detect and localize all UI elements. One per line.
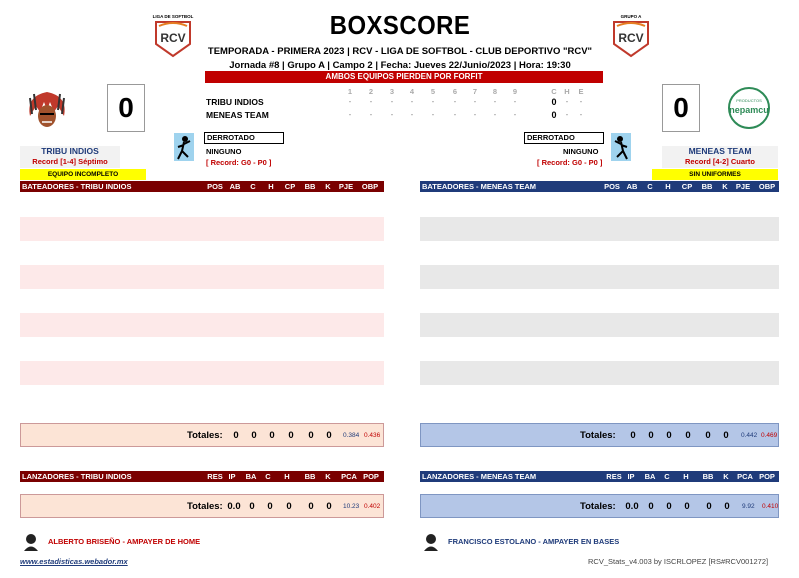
col-h: H: [268, 182, 274, 191]
inning-cell: -: [410, 97, 414, 106]
meneas-team-logo: [724, 86, 774, 130]
col-pop: POP: [759, 472, 775, 481]
inning-cell: -: [369, 97, 373, 106]
linescore-team-name: TRIBU INDIOS: [206, 97, 264, 107]
col-res: RES: [207, 472, 223, 481]
home-batting-row: [420, 361, 779, 385]
total-c: 0: [267, 501, 273, 512]
col-cp: CP: [681, 182, 693, 191]
total-ab: 0: [630, 430, 636, 441]
col-k: K: [325, 182, 331, 191]
tribu-indios-logo: [22, 86, 72, 130]
col-pca: PCA: [737, 472, 753, 481]
home-score: 0: [662, 84, 700, 132]
total-k: 0: [724, 501, 730, 512]
away-score: 0: [107, 84, 145, 132]
col-pje: PJE: [735, 182, 751, 191]
inning-cell: -: [453, 110, 457, 119]
total-bb: 0: [308, 501, 314, 512]
total-bb: 0: [706, 501, 712, 512]
total-obp: 0.436: [364, 432, 381, 439]
away-batting-row: [20, 313, 384, 337]
col-c: C: [250, 182, 256, 191]
linescore-row-home: [205, 109, 603, 121]
hits-head: H: [564, 87, 570, 96]
pitcher-icon-away: [174, 133, 194, 161]
inning-6-head: 6: [452, 87, 458, 96]
inning-9-head: 9: [512, 87, 518, 96]
total-ip: 0.0: [625, 501, 639, 512]
away-team-name: TRIBU INDIOS: [41, 146, 99, 156]
col-c: C: [664, 472, 670, 481]
col-bb: BB: [304, 182, 316, 191]
svg-text:nepamcu: nepamcu: [729, 105, 769, 115]
col-ip: IP: [228, 472, 236, 481]
totals-label: Totales:: [187, 501, 223, 512]
col-cp: CP: [284, 182, 296, 191]
totals-label: Totales:: [580, 430, 616, 441]
inning-cell: -: [348, 110, 352, 119]
inning-cell: -: [493, 97, 497, 106]
home-batting-row: [420, 217, 779, 241]
col-k: K: [325, 472, 331, 481]
total-pop: 0.410: [762, 503, 779, 510]
total-pca: 9.92: [742, 503, 755, 510]
away-team-card: [20, 146, 120, 168]
total-bb: 0: [705, 430, 711, 441]
home-status-note: SIN UNIFORMES: [652, 169, 778, 180]
home-plate-umpire: ALBERTO BRISEÑO - AMPAYER DE HOME: [48, 537, 201, 546]
col-ba: BA: [245, 472, 257, 481]
col-k: K: [722, 182, 728, 191]
total-k: 0: [326, 430, 332, 441]
inning-cell: -: [513, 110, 517, 119]
home-batting-row: [420, 265, 779, 289]
col-ip: IP: [627, 472, 635, 481]
hits-total: -: [565, 110, 569, 119]
inning-1-head: 1: [347, 87, 353, 96]
inning-cell: -: [453, 97, 457, 106]
away-status-note: EQUIPO INCOMPLETO: [20, 169, 146, 180]
home-batting-totals: [420, 423, 779, 447]
total-cp: 0: [685, 430, 691, 441]
col-pca: PCA: [341, 472, 357, 481]
away-pitching-title: LANZADORES - TRIBU INDIOS: [22, 472, 132, 481]
total-cp: 0: [288, 430, 294, 441]
errors-total: -: [579, 110, 583, 119]
page-title: BOXSCORE: [329, 10, 471, 40]
col-h: H: [683, 472, 689, 481]
inning-3-head: 3: [389, 87, 395, 96]
totals-label: Totales:: [580, 501, 616, 512]
website-link[interactable]: www.estadisticas.webador.mx: [20, 557, 128, 566]
forfeit-banner: AMBOS EQUIPOS PIERDEN POR FORFIT: [205, 71, 603, 83]
inning-2-head: 2: [368, 87, 374, 96]
total-bb: 0: [308, 430, 314, 441]
away-team-record: Record [1-4] Séptimo: [32, 157, 108, 166]
inning-cell: -: [473, 97, 477, 106]
home-team-card: [662, 146, 778, 168]
away-pitcher-record: [ Record: G0 - P0 ]: [206, 158, 272, 167]
total-ba: 0: [648, 501, 654, 512]
runs-head: C: [551, 87, 557, 96]
total-ip: 0.0: [227, 501, 241, 512]
total-h: 0: [684, 501, 690, 512]
away-batting-row: [20, 361, 384, 385]
home-pitching-header: [420, 471, 779, 482]
total-c: 0: [251, 430, 257, 441]
away-decision: DERROTADO: [204, 132, 284, 144]
season-subtitle: TEMPORADA - PRIMERA 2023 | RCV - LIGA DE SOFTBOL - CLUB DEPORTIVO "RCV": [207, 46, 593, 57]
version-text: RCV_Stats_v4.003 by ISCRLOPEZ [RS#RCV001272]: [588, 557, 769, 566]
inning-5-head: 5: [430, 87, 436, 96]
inning-cell: -: [431, 97, 435, 106]
away-pitcher-name: NINGUNO: [206, 147, 242, 156]
umpire-icon-bases: [422, 533, 440, 551]
home-pitching-totals: [420, 494, 779, 518]
total-ab: 0: [233, 430, 239, 441]
col-h: H: [284, 472, 290, 481]
total-h: 0: [286, 501, 292, 512]
inning-4-head: 4: [409, 87, 415, 96]
col-res: RES: [606, 472, 622, 481]
total-h: 0: [666, 430, 672, 441]
svg-text:GRUPO A: GRUPO A: [620, 14, 642, 19]
total-pca: 10.23: [343, 503, 360, 510]
col-bb: BB: [701, 182, 713, 191]
total-obp: 0.469: [761, 432, 778, 439]
home-team-record: Record [4-2] Cuarto: [684, 157, 755, 166]
home-pitcher-record: [ Record: G0 - P0 ]: [537, 158, 603, 167]
inning-cell: -: [390, 110, 394, 119]
col-bb: BB: [304, 472, 316, 481]
col-bb: BB: [702, 472, 714, 481]
bases-umpire: FRANCISCO ESTOLANO - AMPAYER EN BASES: [448, 537, 620, 546]
away-batting-totals: [20, 423, 384, 447]
svg-text:RCV: RCV: [618, 31, 644, 45]
away-batting-row: [20, 217, 384, 241]
home-batting-title: BATEADORES - MENEAS TEAM: [422, 182, 537, 191]
col-pje: PJE: [338, 182, 354, 191]
col-pop: POP: [363, 472, 379, 481]
inning-cell: -: [473, 110, 477, 119]
runs-total: 0: [551, 97, 557, 107]
total-pje: 0.384: [343, 432, 360, 439]
col-k: K: [723, 472, 729, 481]
total-c: 0: [648, 430, 654, 441]
away-pitching-totals: [20, 494, 384, 518]
total-c: 0: [666, 501, 672, 512]
total-ba: 0: [249, 501, 255, 512]
linescore-row-away: [205, 96, 603, 108]
hits-total: -: [565, 97, 569, 106]
col-pos: POS: [604, 182, 620, 191]
umpire-icon-home: [22, 533, 40, 551]
inning-cell: -: [369, 110, 373, 119]
runs-total: 0: [551, 110, 557, 120]
inning-8-head: 8: [492, 87, 498, 96]
col-ab: AB: [229, 182, 241, 191]
inning-cell: -: [431, 110, 435, 119]
linescore-team-name: MENEAS TEAM: [206, 110, 269, 120]
inning-7-head: 7: [472, 87, 478, 96]
home-pitching-title: LANZADORES - MENEAS TEAM: [422, 472, 537, 481]
home-team-name: MENEAS TEAM: [688, 146, 752, 156]
inning-cell: -: [410, 110, 414, 119]
errors-total: -: [579, 97, 583, 106]
away-batting-header: [20, 181, 384, 192]
home-decision: DERROTADO: [524, 132, 604, 144]
col-c: C: [647, 182, 653, 191]
col-c: C: [265, 472, 271, 481]
svg-text:RCV: RCV: [160, 31, 186, 45]
totals-label: Totales:: [187, 430, 223, 441]
total-pje: 0.442: [741, 432, 758, 439]
col-ba: BA: [644, 472, 656, 481]
svg-text:LIGA DE SOFTBOL: LIGA DE SOFTBOL: [152, 14, 194, 19]
col-pos: POS: [207, 182, 223, 191]
inning-cell: -: [348, 97, 352, 106]
home-pitcher-name: NINGUNO: [563, 147, 599, 156]
total-k: 0: [723, 430, 729, 441]
col-ab: AB: [626, 182, 638, 191]
col-h: H: [665, 182, 671, 191]
errors-head: E: [578, 87, 584, 96]
col-obp: OBP: [361, 182, 379, 191]
total-pop: 0.402: [364, 503, 381, 510]
col-obp: OBP: [758, 182, 776, 191]
game-details: Jornada #8 | Grupo A | Campo 2 | Fecha: Jueves 22/Junio/2023 | Hora: 19:30: [229, 60, 571, 71]
inning-cell: -: [493, 110, 497, 119]
away-batting-title: BATEADORES - TRIBU INDIOS: [22, 182, 132, 191]
pitcher-icon-home: [611, 133, 631, 161]
away-pitching-header: [20, 471, 384, 482]
svg-text:PRODUCTOS: PRODUCTOS: [736, 98, 762, 103]
inning-cell: -: [513, 97, 517, 106]
inning-cell: -: [390, 97, 394, 106]
home-batting-header: [420, 181, 779, 192]
total-k: 0: [326, 501, 332, 512]
total-h: 0: [269, 430, 275, 441]
away-batting-row: [20, 265, 384, 289]
home-batting-row: [420, 313, 779, 337]
